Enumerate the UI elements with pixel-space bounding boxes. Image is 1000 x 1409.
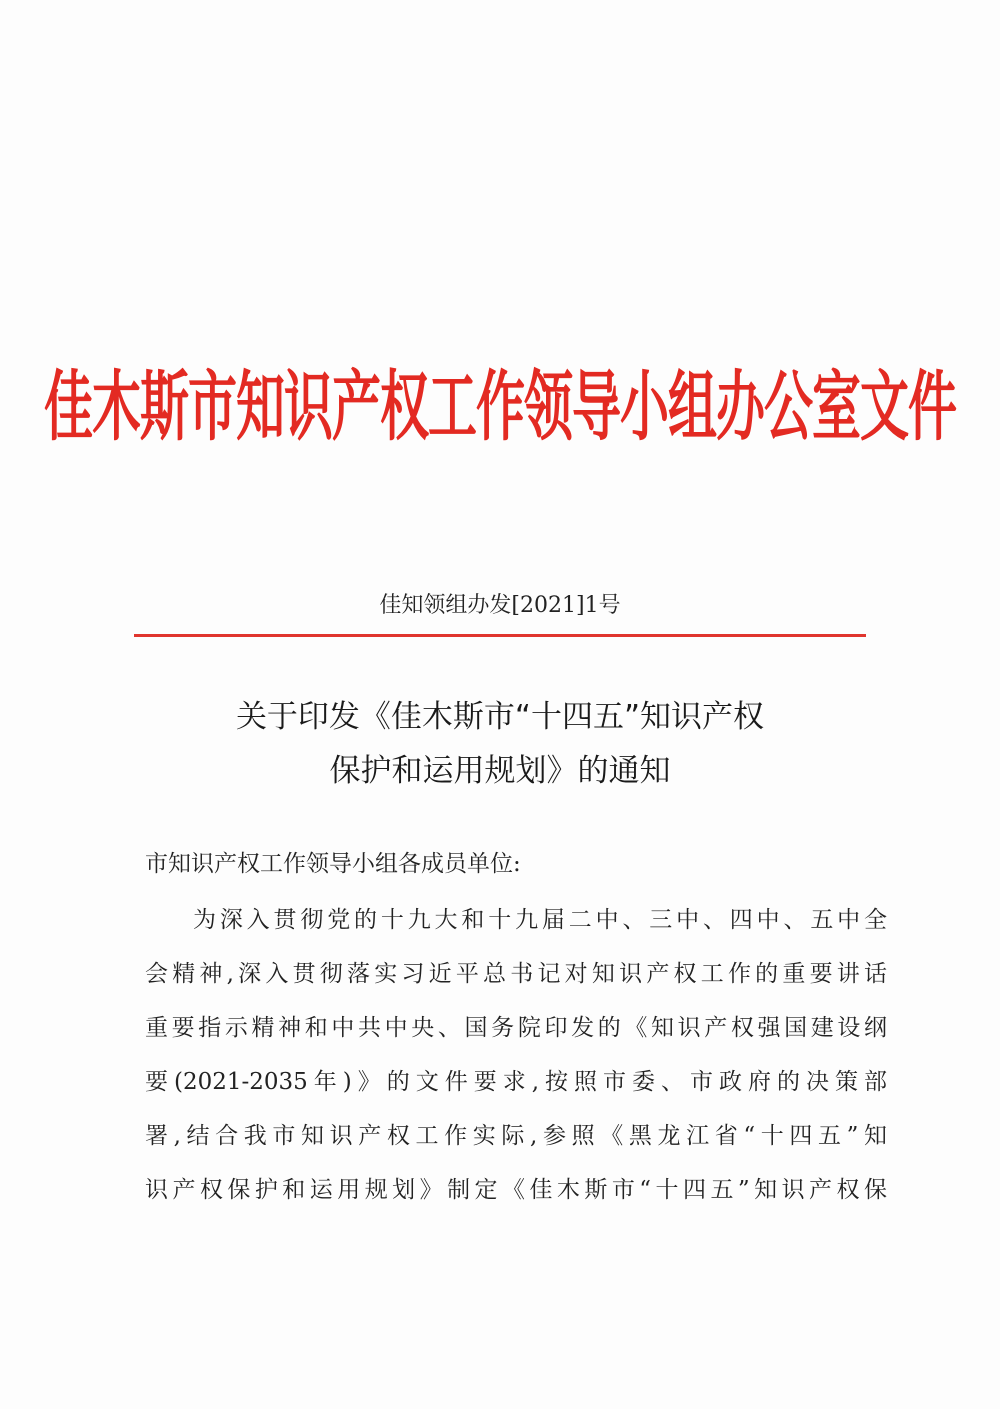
body-line-4: 要(2021-2035年)》的文件要求,按照市委、市政府的决策部 xyxy=(145,1069,887,1095)
red-separator-line xyxy=(134,634,866,637)
body-line-6: 识产权保护和运用规划》制定《佳木斯市“十四五”知识产权保 xyxy=(145,1177,887,1203)
notice-title-line-2: 保护和运用规划》的通知 xyxy=(329,753,671,789)
issuer-header xyxy=(0,363,1000,452)
notice-title-line-1: 关于印发《佳木斯市“十四五”知识产权 xyxy=(235,699,765,735)
document-number: 佳知领组办发[2021]1号 xyxy=(379,593,621,618)
addressee: 市知识产权工作领导小组各成员单位: xyxy=(145,851,521,877)
body-line-1: 为深入贯彻党的十九大和十九届二中、三中、四中、五中全 xyxy=(193,907,887,933)
body-line-5: 署,结合我市知识产权工作实际,参照《黑龙江省“十四五”知 xyxy=(145,1123,887,1149)
issuer-title: 佳木斯市知识产权工作领导小组办公室文件 xyxy=(43,363,956,452)
body-line-2: 会精神,深入贯彻落实习近平总书记对知识产权工作的重要讲话 xyxy=(145,961,887,987)
notice-title xyxy=(0,690,1000,798)
body-line-3: 重要指示精神和中共中央、国务院印发的《知识产权强国建设纲 xyxy=(145,1015,887,1041)
